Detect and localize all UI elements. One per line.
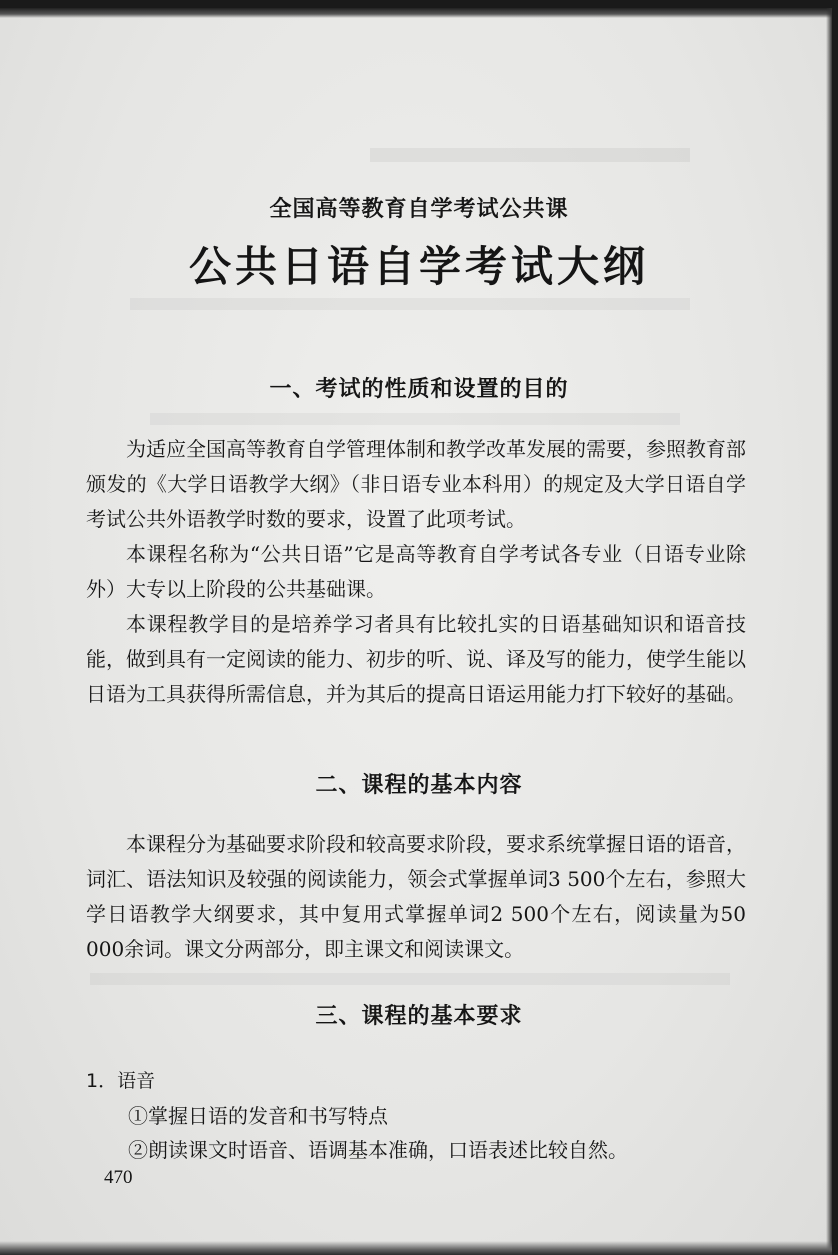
paragraph: 本课程教学目的是培养学习者具有比较扎实的日语基础知识和语音技能，做到具有一定阅读的能力、初步的听、说、译及写的能力，使学生能以日语为工具获得所需信息，并为其后的提高日语运用能力打下较好的基础。 xyxy=(86,612,746,706)
list-item: ②朗读课文时语音、语调基本准确，口语表述比较自然。 xyxy=(128,1138,628,1162)
page-top-edge xyxy=(0,8,832,18)
bleed-through-mark xyxy=(90,973,730,985)
document-page xyxy=(0,8,832,1255)
page-bottom-edge xyxy=(0,1241,832,1255)
document-subtitle: 全国高等教育自学考试公共课 xyxy=(269,197,569,222)
paragraph: 本课程分为基础要求阶段和较高要求阶段，要求系统掌握日语的语音，词汇、语法知识及较强的阅读能力，领会式掌握单词3 500个左右，参照大学日语教学大纲要求，其中复用式掌握单词2 500个左右，阅读量为50 000余词。课文分两部分，即主课文和阅读课文。 xyxy=(86,832,746,961)
section-heading: 三、课程的基本要求 xyxy=(315,1004,523,1029)
page-number: 470 xyxy=(104,1167,133,1188)
section-heading: 二、课程的基本内容 xyxy=(315,773,523,798)
bleed-through-mark xyxy=(150,413,680,425)
document-title: 公共日语自学考试大纲 xyxy=(188,242,649,291)
bleed-through-mark xyxy=(130,298,690,310)
section-heading: 一、考试的性质和设置的目的 xyxy=(269,377,569,402)
paragraph: 本课程名称为“公共日语”它是高等教育自学考试各专业（日语专业除外）大专以上阶段的公共基础课。 xyxy=(86,542,746,601)
list-item: ①掌握日语的发音和书写特点 xyxy=(128,1104,388,1128)
subsection-label: 1．语音 xyxy=(86,1070,156,1092)
paragraph: 为适应全国高等教育自学管理体制和教学改革发展的需要，参照教育部颁发的《大学日语教学大纲》（非日语专业本科用）的规定及大学日语自学考试公共外语教学时数的要求，设置了此项考试。 xyxy=(86,437,746,531)
bleed-through-mark xyxy=(370,148,690,162)
